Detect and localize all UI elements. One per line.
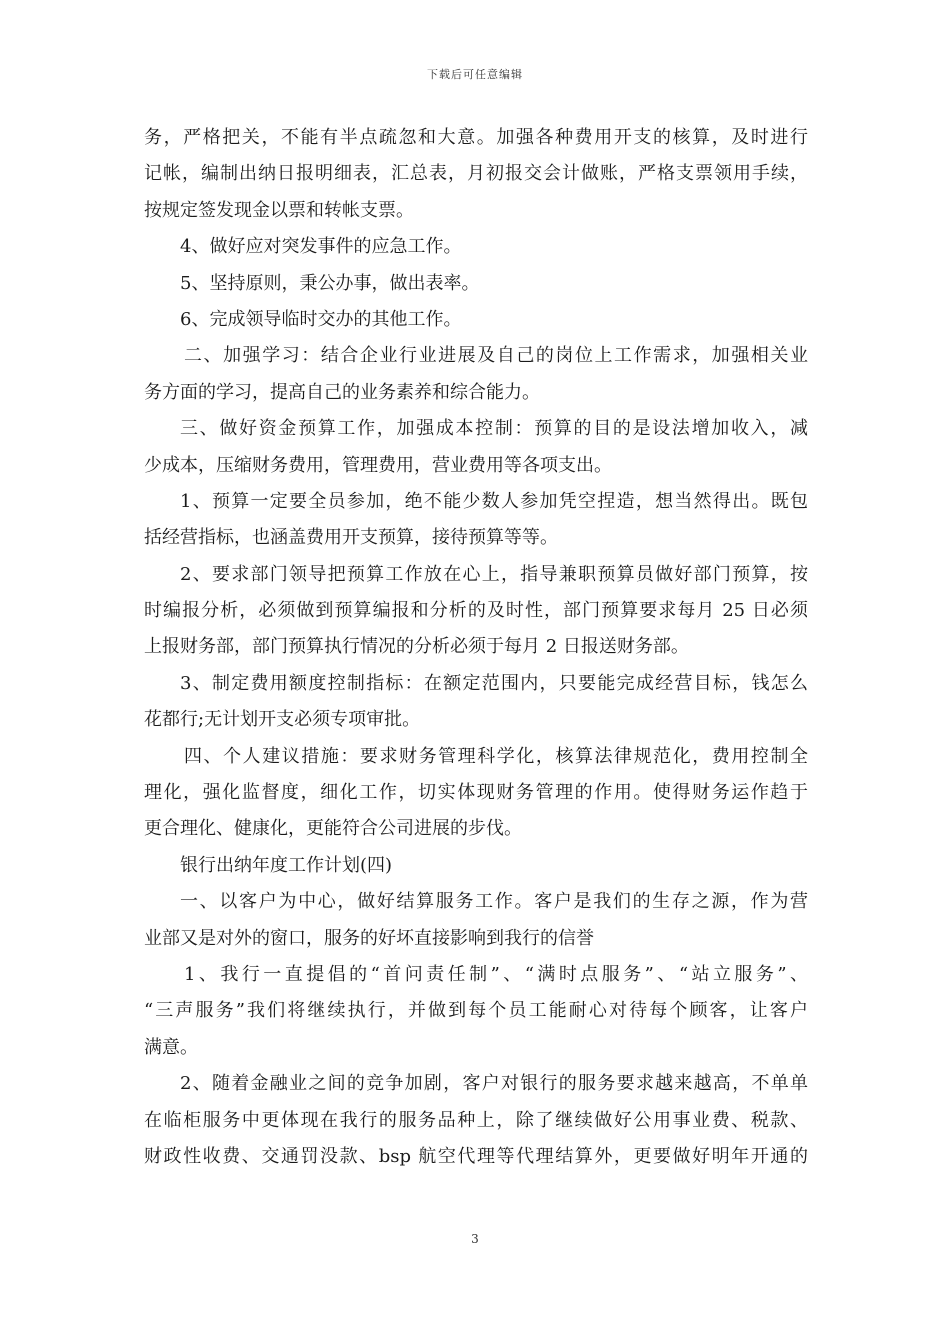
text-line: 一、以客户为中心，做好结算服务工作。客户是我们的生存之源，作为营 [180,891,808,913]
text-line: 3、制定费用额度控制指标：在额定范围内，只要能完成经营目标，钱怎么 [180,672,808,694]
text-line: 少成本，压缩财务费用，管理费用，营业费用等各项支出。 [144,454,612,476]
text-line: 花都行;无计划开支必须专项审批。 [144,709,421,731]
text-line: 理化，强化监督度，细化工作，切实体现财务管理的作用。使得财务运作趋于 [144,782,808,804]
text-line: 务，严格把关，不能有半点疏忽和大意。加强各种费用开支的核算，及时进行 [144,127,808,148]
text-line: 在临柜服务中更体现在我行的服务品种上，除了继续做好公用事业费、税款、 [144,1109,808,1131]
text-line: 1、我行一直提倡的“首问责任制”、“满时点服务”、“站立服务”、 [184,963,808,985]
text-line: “三声服务”我们将继续执行，并做到每个员工能耐心对待每个顾客，让客户 [144,1000,808,1022]
text-line: 务方面的学习，提高自己的业务素养和综合能力。 [144,381,540,403]
text-line: 2、要求部门领导把预算工作放在心上，指导兼职预算员做好部门预算，按 [180,563,808,585]
document-body [144,120,808,1175]
text-line: 6、完成领导临时交办的其他工作。 [180,308,462,330]
text-line: 按规定签发现金以票和转帐支票。 [144,199,414,221]
page-number: 3 [471,1232,479,1246]
text-line: 三、做好资金预算工作，加强成本控制：预算的目的是设法增加收入，减 [180,418,808,440]
text-line: 二、加强学习：结合企业行业进展及自己的岗位上工作需求，加强相关业 [184,345,808,367]
text-line: 2、随着金融业之间的竞争加剧，客户对银行的服务要求越来越高，不单单 [180,1073,808,1095]
text-line: 财政性收费、交通罚没款、bsp 航空代理等代理结算外，更要做好明年开通的 [144,1145,808,1167]
text-line: 括经营指标，也涵盖费用开支预算，接待预算等等。 [144,527,558,549]
text-line: 记帐，编制出纳日报明细表，汇总表，月初报交会计做账，严格支票领用手续， [144,163,808,185]
text-line: 1、预算一定要全员参加，绝不能少数人参加凭空捏造，想当然得出。既包 [180,490,808,512]
text-line: 时编报分析，必须做到预算编报和分析的及时性，部门预算要求每月 25 日必须 [144,600,808,622]
text-line: 4、做好应对突发事件的应急工作。 [180,236,462,258]
text-line: 银行出纳年度工作计划(四) [180,854,393,876]
text-line: 业部又是对外的窗口，服务的好坏直接影响到我行的信誉 [144,927,594,949]
page-header: 下载后可任意编辑 [427,68,523,81]
text-line: 5、坚持原则，秉公办事，做出表率。 [180,272,480,294]
text-line: 四、个人建议措施：要求财务管理科学化，核算法律规范化，费用控制全 [184,745,808,767]
text-line: 满意。 [144,1036,198,1058]
text-line: 上报财务部，部门预算执行情况的分析必须于每月 2 日报送财务部。 [144,636,689,658]
text-line: 更合理化、健康化，更能符合公司进展的步伐。 [144,818,522,840]
